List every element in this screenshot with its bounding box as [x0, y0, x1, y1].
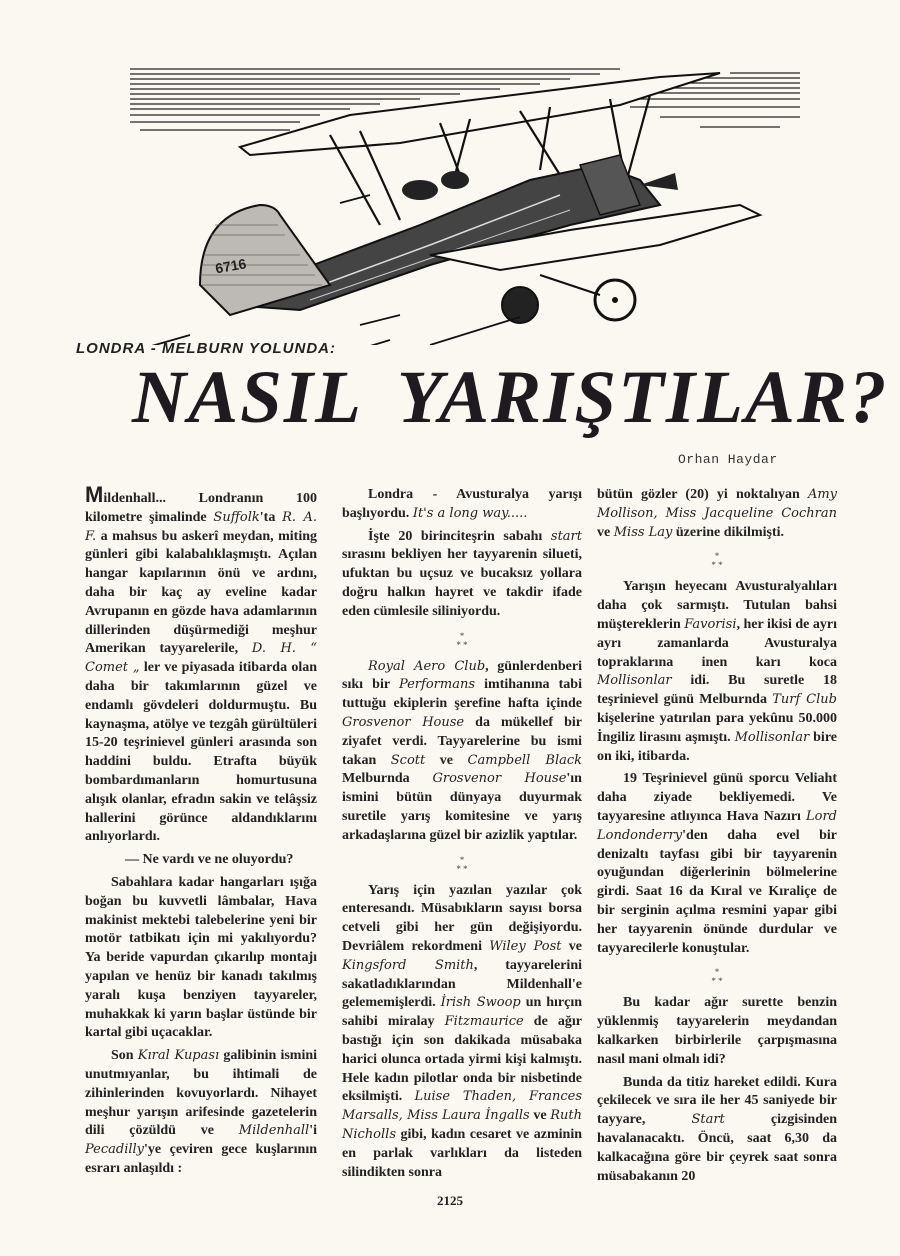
italic-phrase: It's a long way..... [412, 505, 528, 521]
italic-phrase: Scott [390, 752, 426, 768]
section-separator: * * * [456, 630, 468, 650]
italic-phrase: İrish Swoop [440, 995, 521, 1011]
italic-phrase: start [550, 528, 582, 544]
paragraph: Bu kadar ağır surette benzin yüklenmiş tayyarelerin meydandan kalkarken birbirlerile çarpışmasına nasıl mani olmalı idi? [597, 995, 837, 1067]
paragraph: Londra - Avusturalya yarışı başlıyordu. It's a long way..... [342, 487, 582, 521]
italic-phrase: R. A. F. [85, 509, 317, 544]
italic-phrase: Fitzmaurice [444, 1014, 524, 1030]
italic-phrase: Ruth Nicholls [342, 1108, 582, 1142]
upper-wing [240, 73, 720, 155]
page-number: 2125 [437, 1193, 463, 1208]
paragraph: Royal Aero Club, günlerdenberi sıkı bir Performans imtihanına tabi tuttuğu ekiplerin şerefine hafta içinde Grosvenor House da mükellef bir ziyafet verdi. Tayyarelerine bu ismi takan Scott ve Campbell Black Melburnda Grosvenor House'ın ismini bütün dünyaya duyurmak suretile yarış komitesine ve yarış arkadaşlarına güzel bir azizlik yaptılar. [342, 658, 583, 843]
italic-phrase: Royal Aero Club [368, 658, 486, 674]
italic-phrase: Amy Mollison, Miss Jacqueline Cochran [597, 487, 837, 521]
italic-phrase: Lord Londonderry [597, 808, 837, 843]
tail-number: 6716 [214, 255, 248, 277]
article-column-3 [597, 486, 837, 1190]
italic-phrase: Pecadilly [85, 1142, 145, 1158]
italic-phrase: Mollisonlar [734, 729, 810, 745]
section-separator: * * * [711, 967, 723, 987]
italic-phrase: Turf Club [772, 692, 837, 708]
italic-phrase: Miss Lay [613, 524, 673, 540]
paragraph: Son Kıral Kupası galibinin ismini unutmıyanlar, bu ihtimali de zihinlerinden kovuyorlardı. Nihayet meşhur yarışın arifesinde gazetelerin dili çözüldü ve Mildenhall'i Pecadilly'ye çeviren gece kuşlarının esrarı anlaşıldı : [85, 1048, 318, 1176]
italic-phrase: D. H. “ Comet „ [85, 641, 317, 676]
paragraph: Sabahlara kadar hangarları ışığa boğan bu kuvvetli lâmbalar, Hava makinist mektebi talebelerine yeni bir motör tatbikatı için mi yakılıyordu? Ya beride vapurdan çıkarılıp montajı yapılan ve henüz bir kanadı takılmış yaralı kuşa benziyen tayyareler, muhakkak ki yarın başlar üstünde bir kartal gibi uçacaklar. [85, 874, 317, 1041]
italic-phrase: Kıral Kupası [137, 1048, 220, 1064]
italic-phrase: Grosvenor House [342, 714, 465, 730]
paragraph: bütün gözler (20) yi noktalıyan Amy Mollison, Miss Jacqueline Cochran ve Miss Lay üzerine dikilmişti. [597, 487, 837, 540]
italic-phrase: Mildenhall [238, 1123, 310, 1139]
article-title [132, 356, 889, 439]
italic-phrase: Luise Thaden, Frances Marsalls, Miss Laura İngalls [342, 1089, 582, 1124]
paragraph: Yarış için yazılan yazılar çok enteresandı. Müsabıkların sayısı borsa cetveli gibi her gün değişiyordu. Devriâlem rekordmeni Wiley Post ve Kingsford Smith, tayyarelerini sakatladıklarından Mildenhall'e gelememişlerdi. İrish Swoop un hırçın sahibi miralay Fitzmaurice de ağır bastığı için son dakikada müsabaka harici olunca ortada yirmi kişi kalmıştı. Hele kadın pilotlar onda bir nisbetinde eksilmişti. Luise Thaden, Frances Marsalls, Miss Laura İngalls ve Ruth Nicholls gibi, kadın cesaret ve azminin en parlak varlıkları da listeden silindikten sonra [342, 882, 582, 1180]
article-column-2 [342, 486, 582, 1186]
italic-phrase: Start [691, 1112, 725, 1128]
italic-phrase: Wiley Post [489, 938, 562, 954]
drop-cap: M [85, 482, 104, 507]
italic-phrase: Favorisi [684, 616, 737, 632]
article-kicker: LONDRA - MELBURN YOLUNDA: [76, 340, 336, 357]
italic-phrase: Performans [398, 677, 475, 693]
paragraph: Bunda da titiz hareket edildi. Kura çekilecek ve sıra ile her 45 saniyede bir tayyare, Start çizgisinden havalanacaktı. Öncü, saat 6,30 da kalkacağına göre bir çeyrek saat sonra müsabakanın 20 [597, 1074, 837, 1184]
paragraph: İşte 20 birinciteşrin sabahı start sırasını bekliyen her tayyarenin silueti, ufuktan bu uçsuz ve bucaksız yollara doğru halkın hayret ve takdir ifade eden cümlesile siliniyordu. [342, 528, 582, 619]
italic-phrase: Suffolk [213, 509, 260, 525]
italic-phrase: Campbell Black [467, 752, 583, 768]
article-column-1 [85, 482, 318, 1183]
paragraph: 19 Teşrinievel günü sporcu Veliaht daha ziyade bekliyemedi. Ve tayyaresine atlıyınca Hava Nazırı Lord Londonderry'den daha evel bir denizaltı tayfası gibi bir tayyarenin oyuğundan diğerlerinin bölmelerine girdi. Saat 16 da Kıral ve Kıraliçe de bir serginin açılma resmini yapar gibi her tayyarenin önünde durdular ve tayyarecilerle konuştular. [597, 771, 837, 956]
article-title-part1: NASIL [132, 356, 363, 439]
article-title-part2: YARIŞTILAR? [396, 356, 889, 439]
italic-phrase: Grosvenor House [432, 771, 567, 787]
paragraph: — Ne vardı ve ne oluyordu? [125, 852, 294, 868]
article-author: Orhan Haydar [678, 452, 778, 467]
section-separator: * * * [456, 854, 468, 874]
italic-phrase: Kingsford Smith [342, 957, 474, 973]
paragraph: Yarışın heyecanı Avusturalyalıları daha çok sarmıştı. Tutulan bahsi müştereklerin Favorisi, her ikisi de ayrı ayrı zamanlarda Avusturalya topraklarına inen karı koca Mollisonlar idi. Bu suretle 18 teşrinievel günü Melburnda Turf Club kişelerine yatırılan para yekûnu 50.000 İngiliz lirasını aşmıştı. Mollisonlar bire on iki, itibarda. [597, 579, 837, 764]
italic-phrase: Mollisonlar [597, 673, 672, 689]
section-separator: * * * [711, 551, 723, 571]
paragraph: Mildenhall... Londranın 100 kilometre şimalinde Suffolk'ta R. A. F. a mahsus bu askerî meydan, miting günleri gibi kalabalıklaşmıştı. Açılan hangar kapılarının önü ve ardını, daha bir kaç ay eveline kadar Avrupanın en gözde hava adamlarının dillerinden düşürmediği meşhur Amerikan tayyarelerile, D. H. “ Comet „ ler ve piyasada itibarda olan daha bir takımlarının güzel ve endamlı gövdeleri doldurmuştu. Bu kaynaşma, atölye ve tezgâh gürültüleri 15-20 teşrinievel günleri arasında son haddini buldu. Etrafta büyük bombardımanların homurtusuna alışık olanlar, efradın sakin ve telâşsiz hallerini görünce aldandıklarını anlıyorlardı. [85, 482, 317, 845]
pilot-figure [402, 180, 438, 200]
biplane-illustration [100, 55, 850, 345]
